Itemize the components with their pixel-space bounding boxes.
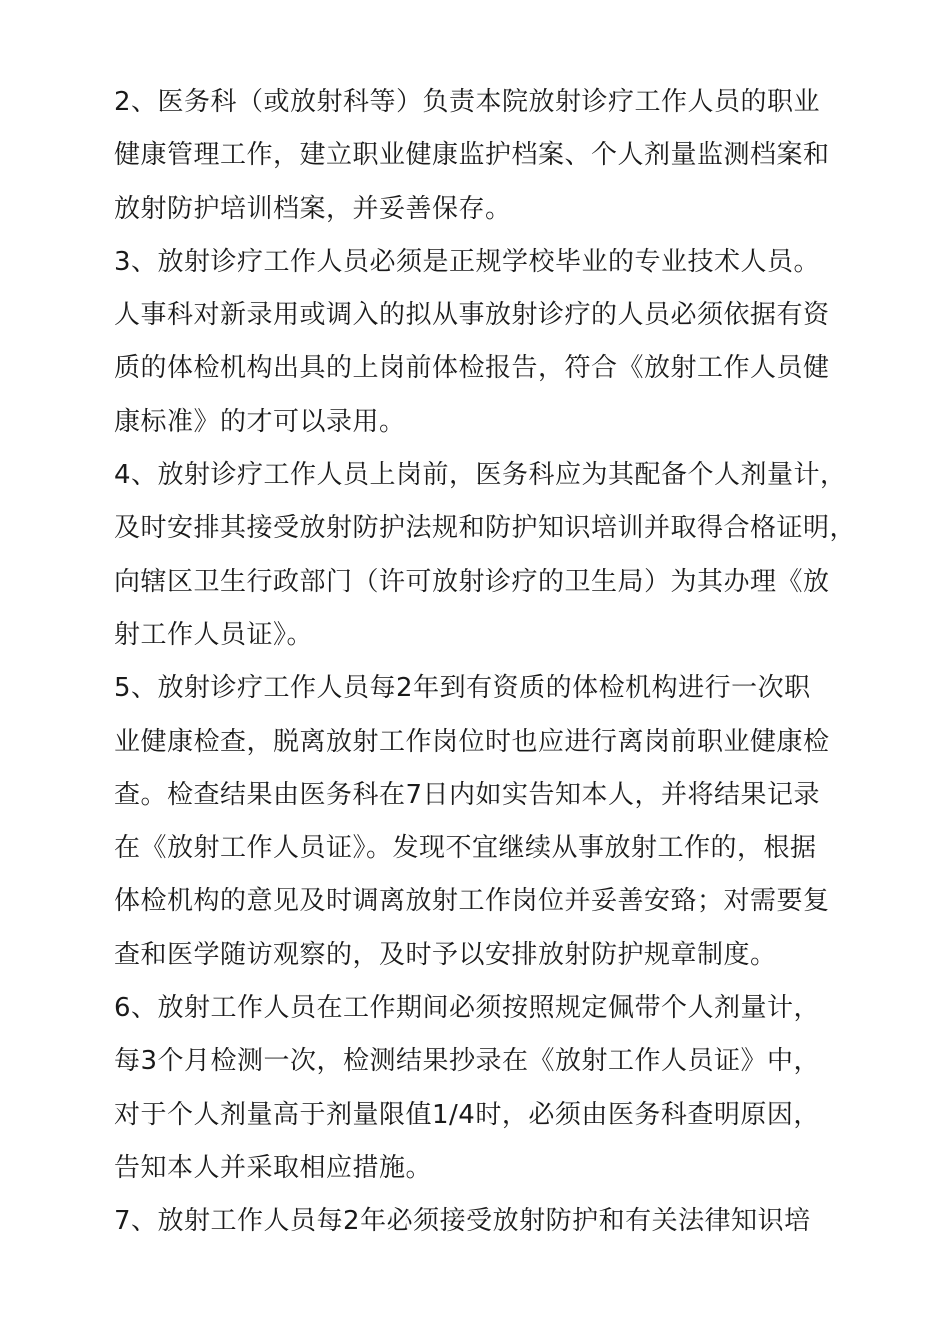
text-line: 放射防护培训档案，并妥善保存。 [114, 193, 512, 224]
text-line: 对于个人剂量高于剂量限值1/4时，必须由医务科查明原因， [114, 1099, 820, 1130]
text-line: 2、医务科（或放射科等）负责本院放射诊疗工作人员的职业 [114, 87, 821, 117]
text-line: 健康管理工作，建立职业健康监护档案、个人剂量监测档案和 [114, 140, 830, 171]
text-line: 4、放射诊疗工作人员上岗前，医务科应为其配备个人剂量计， [114, 460, 847, 491]
text-line: 告知本人并采取相应措施。 [114, 1152, 433, 1183]
text-line: 质的体检机构出具的上岗前体检报告，符合《放射工作人员健 [114, 353, 830, 384]
text-line: 业健康检查，脱离放射工作岗位时也应进行离岗前职业健康检 [114, 726, 830, 757]
paragraph-item-6 [114, 982, 874, 1195]
paragraph-item-4 [114, 449, 874, 662]
text-line: 射工作人员证》。 [114, 619, 314, 650]
text-line: 及时安排其接受放射防护法规和防护知识培训并取得合格证明， [114, 513, 857, 544]
text-line: 在《放射工作人员证》。发现不宜继续从事放射工作的，根据 [114, 833, 817, 864]
paragraph-item-7 [114, 1195, 874, 1248]
paragraph-item-3 [114, 236, 874, 449]
text-line: 查和医学随访观察的，及时予以安排放射防护规章制度。 [114, 939, 777, 970]
text-line: 7、放射工作人员每2年必须接受放射防护和有关法律知识培 [114, 1206, 811, 1237]
text-line: 5、放射诊疗工作人员每2年到有资质的体检机构进行一次职 [114, 673, 811, 704]
text-line: 人事科对新录用或调入的拟从事放射诊疗的人员必须依据有资 [114, 300, 830, 331]
text-line: 康标准》的才可以录用。 [114, 406, 406, 437]
text-line: 体检机构的意见及时调离放射工作岗位并妥善安臵；对需要复 [114, 886, 830, 917]
text-line: 6、放射工作人员在工作期间必须按照规定佩带个人剂量计， [114, 993, 821, 1024]
text-line: 向辖区卫生行政部门（许可放射诊疗的卫生局）为其办理《放 [114, 566, 830, 597]
document-body [114, 76, 874, 1249]
paragraph-item-5 [114, 662, 874, 982]
text-line: 查。检查结果由医务科在7日内如实告知本人，并将结果记录 [114, 779, 821, 810]
paragraph-item-2 [114, 76, 874, 236]
text-line: 每3个月检测一次，检测结果抄录在《放射工作人员证》中， [114, 1046, 821, 1077]
text-line: 3、放射诊疗工作人员必须是正规学校毕业的专业技术人员。 [114, 246, 821, 277]
